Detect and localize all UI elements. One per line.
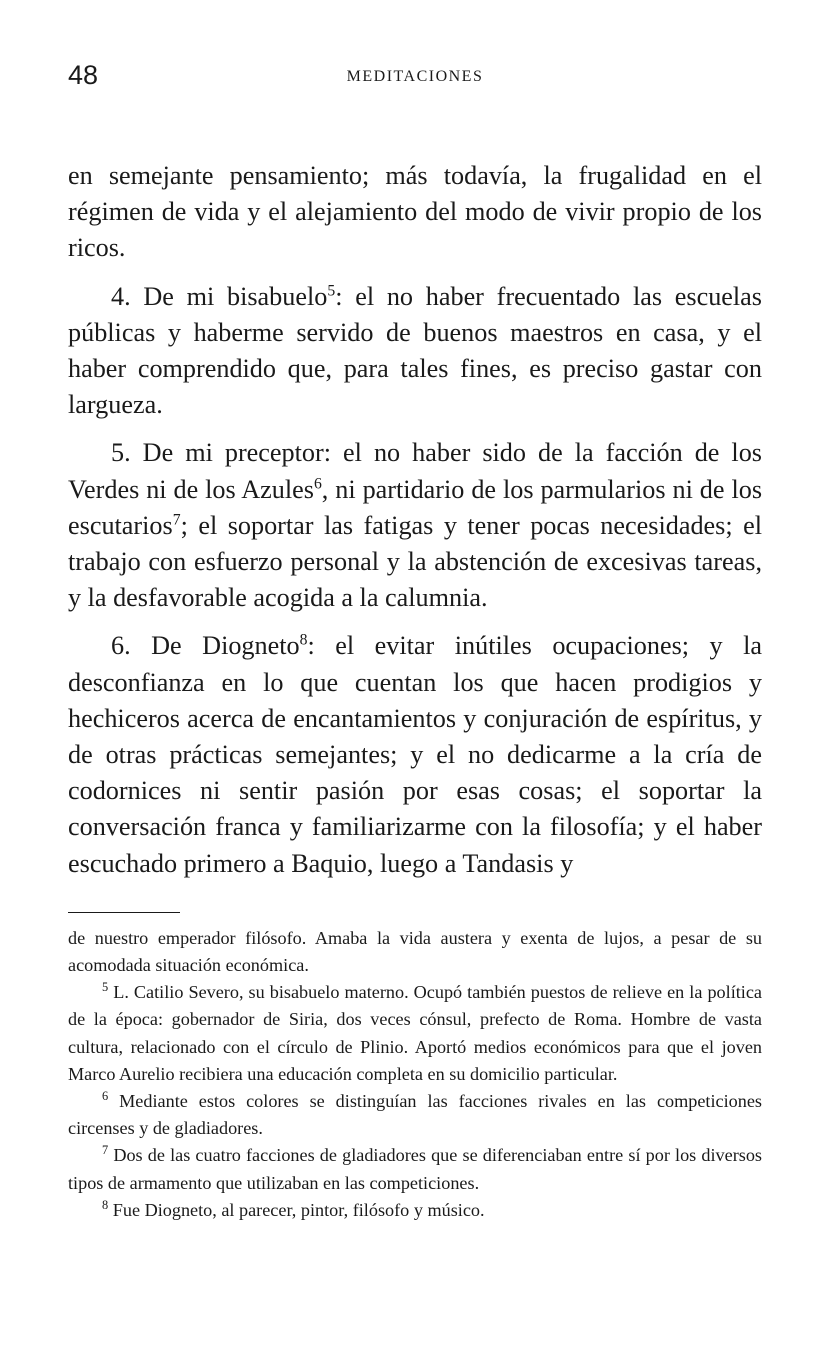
- footnote-text-6: Mediante estos colores se distinguían las facciones rivales en las competiciones circenses y de gladiadores.: [68, 1091, 762, 1139]
- footnote-ref-7[interactable]: 7: [172, 511, 181, 529]
- page-header: [68, 60, 762, 100]
- footnote-mark-5: 5: [102, 980, 109, 995]
- footnotes: [68, 925, 762, 1224]
- running-title: MEDITACIONES: [346, 68, 484, 85]
- paragraph-6: [68, 628, 762, 881]
- footnote-6: [68, 1088, 762, 1142]
- paragraph-4-lead: 4. De mi bisabuelo: [111, 281, 328, 311]
- footnote-mark-7: 7: [102, 1143, 109, 1158]
- footnote-divider: [68, 912, 180, 913]
- paragraph-5-middle: , ni partidario de los parmularios ni de los escutarios: [68, 474, 763, 540]
- footnote-text-7: Dos de las cuatro facciones de gladiadores que se diferenciaban entre sí por los diversos tipos de armamento que utilizaban en las competiciones.: [68, 1145, 762, 1193]
- footnote-7: [68, 1142, 762, 1196]
- paragraph-5-text: ; el soportar las fatigas y tener pocas necesidades; el trabajo con esfuerzo personal y la abstención de excesivas tareas, y la desfavorable acogida a la calumnia.: [68, 510, 762, 613]
- paragraph-4-text: : el no haber frecuentado las escuelas públicas y haberme servido de buenos maestros en casa, y el haber comprendido que, para tales fines, es preciso gastar con largueza.: [68, 281, 762, 420]
- paragraph-6-lead: 6. De Diogneto: [111, 631, 300, 661]
- footnote-mark-8: 8: [102, 1197, 109, 1212]
- footnote-ref-6[interactable]: 6: [313, 474, 322, 492]
- paragraph-5: [68, 435, 762, 616]
- footnote-5: [68, 979, 762, 1088]
- page-number: 48: [68, 60, 99, 90]
- footnote-continuation: de nuestro emperador filósofo. Amaba la vida austera y exenta de lujos, a pesar de su acomodada situación económica.: [68, 927, 762, 976]
- footnote-ref-5[interactable]: 5: [327, 281, 336, 299]
- main-text: [68, 158, 762, 882]
- footnote-8: [68, 1197, 762, 1224]
- footnote-mark-6: 6: [102, 1089, 109, 1104]
- paragraph-4: [68, 279, 762, 424]
- footnote-ref-8[interactable]: 8: [299, 631, 308, 649]
- footnote-text-8: Fue Diogneto, al parecer, pintor, filósofo y músico.: [108, 1199, 485, 1220]
- footnote-text-5: L. Catilio Severo, su bisabuelo materno. Ocupó también puestos de relieve en la política de la época: gobernador de Siria, dos veces cónsul, prefecto de Roma. Hombre de vasta cultura, relacionado con el círculo de Plinio. Aportó medios económicos para que el joven Marco Aurelio recibiera una educación completa en su domicilio particular.: [68, 982, 762, 1084]
- paragraph-5-lead: 5. De mi preceptor: el no haber sido de la facción de los Verdes ni de los Azules: [68, 438, 762, 504]
- book-page: [68, 60, 762, 1224]
- paragraph-6-text: : el evitar inútiles ocupaciones; y la desconfianza en lo que cuentan los que hacen prodigios y hechiceros acerca de encantamientos y conjuración de espíritus, y de otras prácticas semejantes; y el no dedicarme a la cría de codornices ni sentir pasión por esas cosas; el soportar la conversación franca y familiarizarme con la filosofía; y el haber escuchado primero a Baquio, luego a Tandasis y: [68, 631, 763, 878]
- paragraph-continuation: en semejante pensamiento; más todavía, la frugalidad en el régimen de vida y el alejamiento del modo de vivir propio de los ricos.: [68, 161, 762, 263]
